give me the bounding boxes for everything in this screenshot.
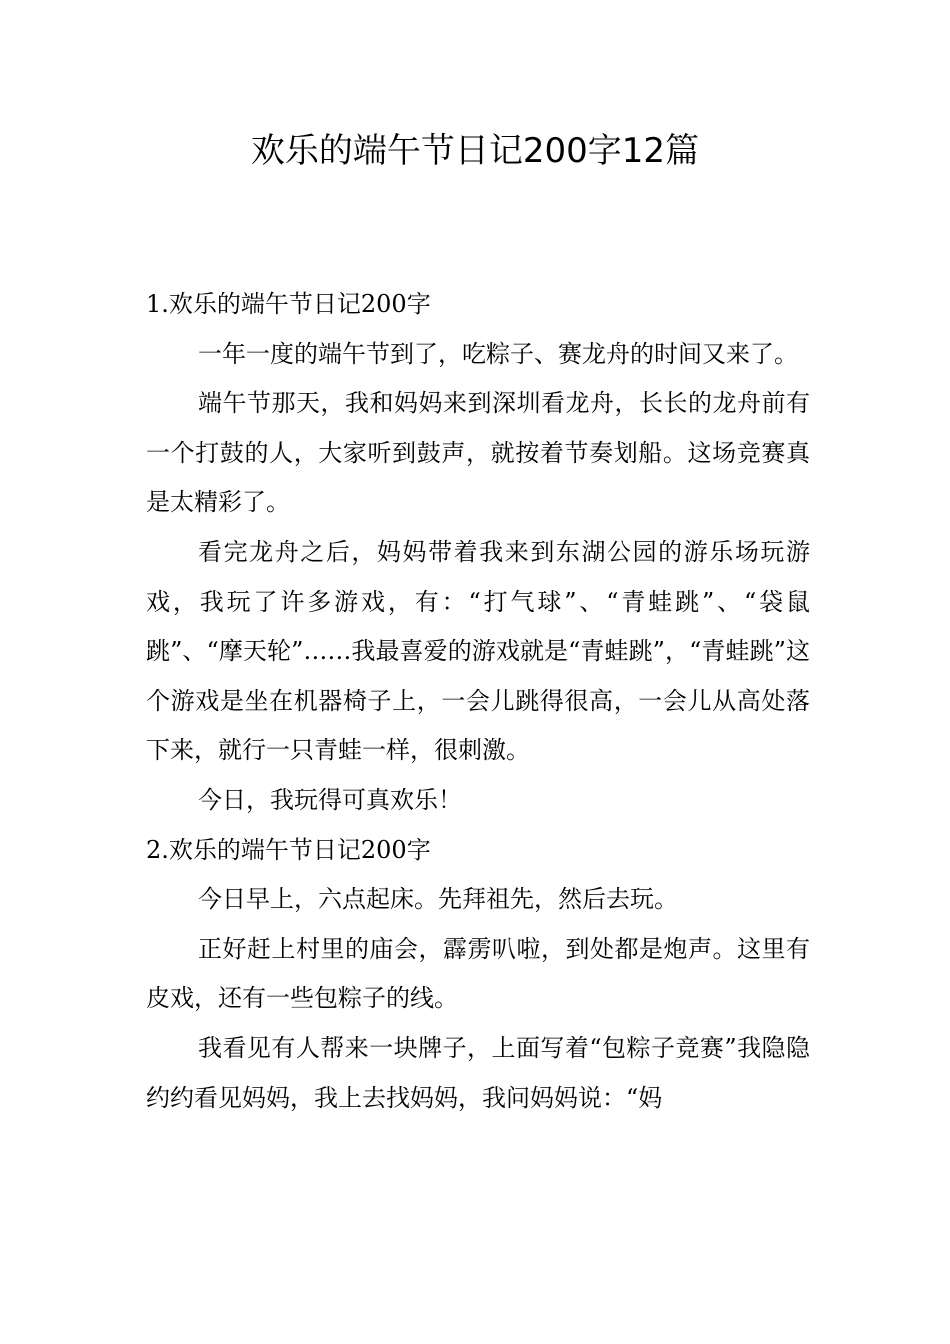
- paragraph: 一年一度的端午节到了，吃粽子、赛龙舟的时间又来了。: [198, 339, 798, 368]
- section-heading: 2.欢乐的端午节日记200字: [146, 835, 431, 864]
- paragraph: 今日，我玩得可真欢乐！: [198, 785, 462, 814]
- paragraph: 看完龙舟之后，妈妈带着我来到东湖公园的游乐场玩游戏，我玩了许多游戏，有：“打气球”、“青蛙跳”、“袋鼠跳”、“摩天轮”……我最喜爱的游戏就是“青蛙跳”，“青蛙跳”这个游戏是坐在机器椅子上，一会儿跳得很高，一会儿从高处落下来，就行一只青蛙一样，很刺激。: [146, 537, 810, 765]
- section-2: [146, 826, 810, 1124]
- section-heading: 1.欢乐的端午节日记200字: [146, 290, 431, 318]
- section-1: [146, 280, 810, 826]
- paragraph: 今日早上，六点起床。先拜祖先，然后去玩。: [198, 885, 678, 914]
- paragraph: 端午节那天，我和妈妈来到深圳看龙舟，长长的龙舟前有一个打鼓的人，大家听到鼓声，就按着节奏划船。这场竞赛真是太精彩了。: [146, 389, 810, 517]
- document-body: [146, 280, 810, 1123]
- document-title: 欢乐的端午节日记200字12篇: [250, 131, 700, 171]
- paragraph: 正好赶上村里的庙会，霹雳叭啦，到处都是炮声。这里有皮戏，还有一些包粽子的线。: [146, 934, 810, 1013]
- paragraph: 我看见有人帮来一块牌子，上面写着“包粽子竞赛”我隐隐约约看见妈妈，我上去找妈妈，我问妈妈说：“妈: [146, 1033, 810, 1112]
